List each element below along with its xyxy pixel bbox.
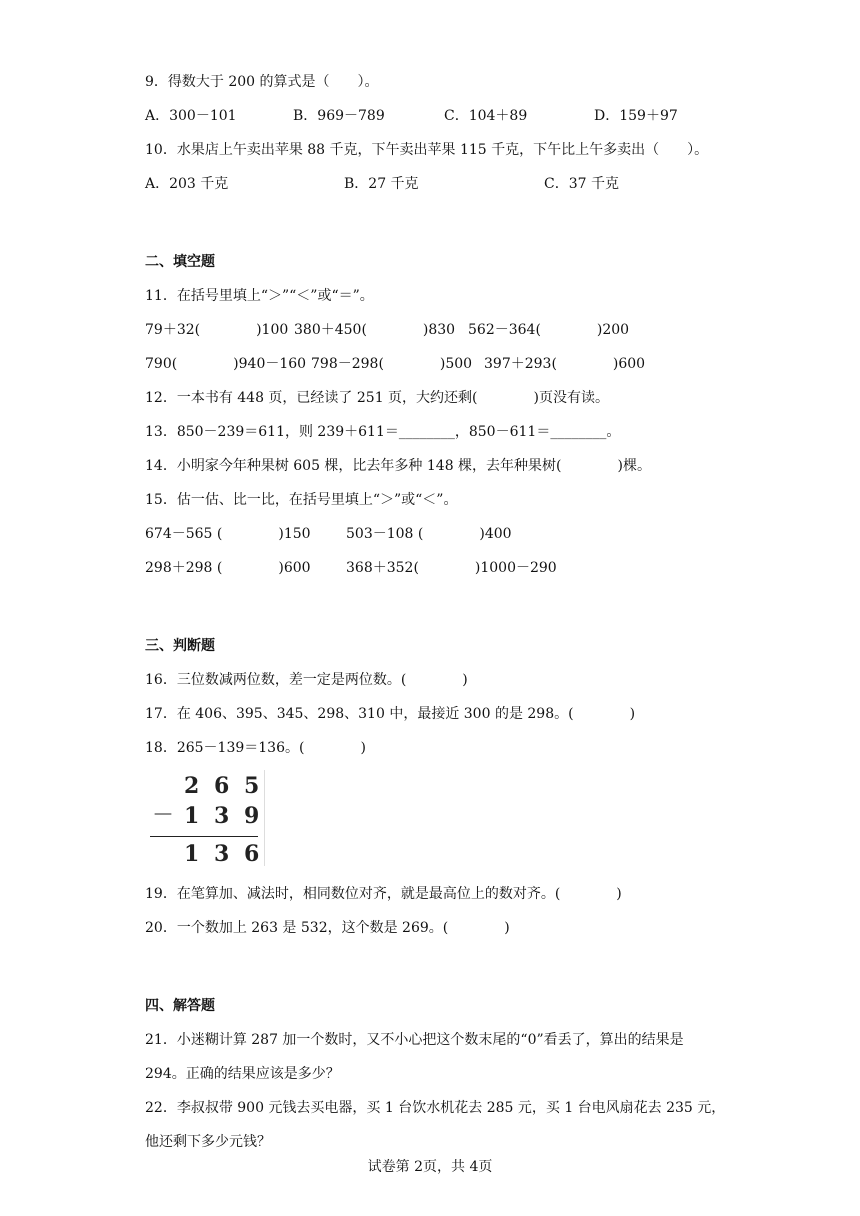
- q10-option-c: C．37 千克: [544, 176, 619, 192]
- q15-item: 503－108 ( )400: [346, 526, 512, 542]
- q10-option-a: A．203 千克: [145, 176, 229, 192]
- calc-digit: 5: [244, 773, 260, 799]
- calc-digit: 2: [184, 773, 200, 799]
- calc-digit: 9: [244, 803, 260, 829]
- calc-edge: [264, 770, 265, 866]
- calc-minus-sign: －: [152, 803, 175, 828]
- q9-option-b: B．969－789: [293, 108, 385, 124]
- section-title-word-problems: 四、解答题: [145, 998, 215, 1014]
- calc-digit: 1: [184, 841, 200, 867]
- q9-option-a: A．300－101: [145, 108, 237, 124]
- question-22-line2: 他还剩下多少元钱？: [145, 1134, 271, 1150]
- calc-digit: 3: [214, 803, 230, 829]
- question-10-stem: 10．水果店上午卖出苹果 88 千克，下午卖出苹果 115 千克，下午比上午多卖出（ ）。: [145, 142, 709, 158]
- q11-item: 562－364( )200: [468, 322, 630, 338]
- q15-item: 368＋352( )1000－290: [346, 560, 557, 576]
- question-21-line2: 294。正确的结果应该是多少？: [145, 1066, 340, 1082]
- q15-item: 298＋298 ( )600: [145, 560, 311, 576]
- q11-item: 79＋32( )100: [145, 322, 289, 338]
- calc-digit: 3: [214, 841, 230, 867]
- q11-item: 790( )940－160: [145, 356, 307, 372]
- section-title-true-false: 三、判断题: [145, 638, 215, 654]
- q15-item: 674－565 ( )150: [145, 526, 311, 542]
- question-13: 13．850－239＝611，则 239＋611＝________，850－611＝________。: [145, 424, 621, 440]
- calc-digit: 6: [214, 773, 230, 799]
- question-14: 14．小明家今年种果树 605 棵，比去年多种 148 棵，去年种果树( )棵。: [145, 458, 651, 474]
- question-16: 16．三位数减两位数，差一定是两位数。( ): [145, 672, 468, 688]
- vertical-subtraction-figure: [148, 770, 266, 868]
- question-19: 19．在笔算加、减法时，相同数位对齐，就是最高位上的数对齐。( ): [145, 886, 622, 902]
- question-22-line1: 22．李叔叔带 900 元钱去买电器，买 1 台饮水机花去 285 元，买 1 台电风扇花去 235 元，: [145, 1100, 726, 1116]
- q9-option-c: C．104＋89: [444, 108, 528, 124]
- section-title-fill-in: 二、填空题: [145, 254, 215, 270]
- calc-digit: 6: [244, 841, 260, 867]
- question-12: 12．一本书有 448 页，已经读了 251 页，大约还剩( )页没有读。: [145, 390, 609, 406]
- q9-option-d: D．159＋97: [594, 108, 678, 124]
- question-17: 17．在 406、395、345、298、310 中，最接近 300 的是 298。( ): [145, 706, 636, 722]
- question-15-stem: 15．估一估、比一比，在括号里填上“＞”或“＜”。: [145, 492, 458, 508]
- question-20: 20．一个数加上 263 是 532，这个数是 269。( ): [145, 920, 510, 936]
- calc-digit: 1: [184, 803, 200, 829]
- page-footer: 试卷第 2页，共 4页: [367, 1159, 493, 1175]
- question-11-stem: 11．在括号里填上“＞”“＜”或“＝”。: [145, 288, 374, 304]
- q11-item: 397＋293( )600: [484, 356, 646, 372]
- q11-item: 798－298( )500: [311, 356, 473, 372]
- q11-item: 380＋450( )830: [294, 322, 456, 338]
- question-18-stem: 18．265－139＝136。( ): [145, 740, 366, 756]
- calc-rule-line: [150, 836, 258, 837]
- question-21-line1: 21．小迷糊计算 287 加一个数时，又不小心把这个数末尾的“0”看丢了，算出的结果是: [145, 1032, 684, 1048]
- q10-option-b: B．27 千克: [344, 176, 419, 192]
- question-9-stem: 9．得数大于 200 的算式是（ ）。: [145, 74, 379, 90]
